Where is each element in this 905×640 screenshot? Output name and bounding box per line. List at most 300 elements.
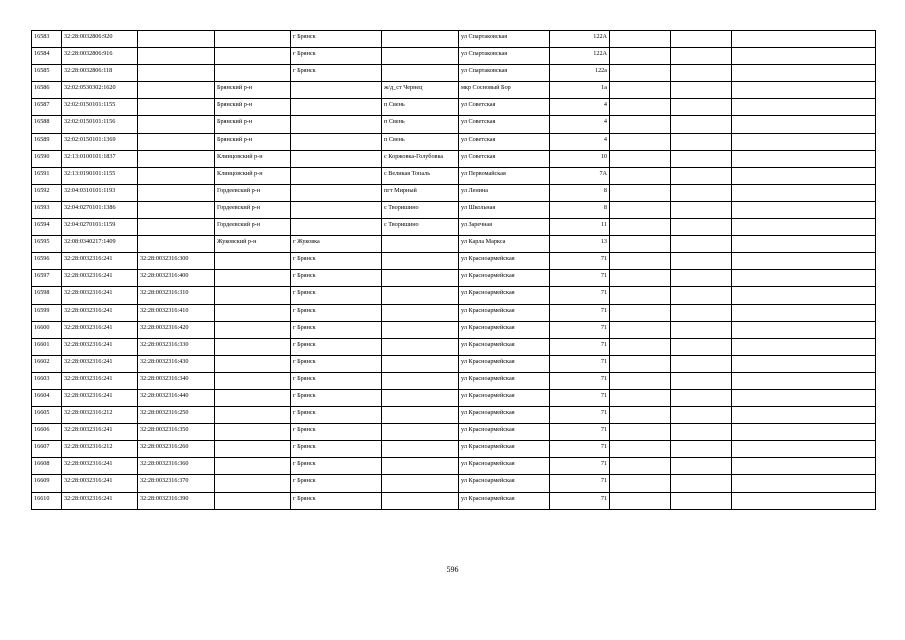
cell-related-cadastral-number (138, 201, 215, 218)
cell-extra-2 (671, 338, 732, 355)
cell-house-number: 8 (550, 201, 610, 218)
cell-extra-1 (610, 321, 671, 338)
cell-street: ул Красноармейская (459, 304, 550, 321)
cell-street: ул Карла Маркса (459, 236, 550, 253)
cell-street: ул Красноармейская (459, 253, 550, 270)
table-row (32, 355, 876, 372)
cell-extra-3 (732, 167, 876, 184)
cell-house-number: 71 (550, 372, 610, 389)
cell-extra-3 (732, 321, 876, 338)
cell-row-index: 16609 (32, 475, 62, 492)
cell-district: Брянский р-н (215, 82, 291, 99)
cell-related-cadastral-number (138, 133, 215, 150)
cell-city (291, 219, 382, 236)
cell-extra-2 (671, 236, 732, 253)
cell-cadastral-number: 32:28:0032806:920 (62, 31, 138, 48)
cell-extra-2 (671, 355, 732, 372)
table-row (32, 253, 876, 270)
cell-extra-2 (671, 304, 732, 321)
cell-extra-1 (610, 253, 671, 270)
cell-city: г Брянск (291, 321, 382, 338)
table-row (32, 492, 876, 509)
cell-district (215, 372, 291, 389)
cell-settlement (382, 321, 459, 338)
cell-city: г Брянск (291, 407, 382, 424)
cell-row-index: 16603 (32, 372, 62, 389)
cell-extra-1 (610, 441, 671, 458)
cell-cadastral-number: 32:28:0032316:241 (62, 492, 138, 509)
cell-row-index: 16597 (32, 270, 62, 287)
cell-row-index: 16587 (32, 99, 62, 116)
cell-street: ул Красноармейская (459, 458, 550, 475)
table-row (32, 116, 876, 133)
cell-extra-3 (732, 150, 876, 167)
cell-settlement (382, 48, 459, 65)
cell-related-cadastral-number (138, 116, 215, 133)
cell-city (291, 167, 382, 184)
cell-extra-2 (671, 475, 732, 492)
cell-settlement (382, 31, 459, 48)
cell-district: Брянский р-н (215, 99, 291, 116)
table-row (32, 304, 876, 321)
cell-settlement: с Коржовка-Голубовка (382, 150, 459, 167)
cell-cadastral-number: 32:08:0340217:1409 (62, 236, 138, 253)
cell-cadastral-number: 32:28:0032316:241 (62, 424, 138, 441)
cell-street: ул Школьная (459, 201, 550, 218)
cell-row-index: 16590 (32, 150, 62, 167)
cell-city (291, 99, 382, 116)
cell-extra-1 (610, 304, 671, 321)
cell-district (215, 458, 291, 475)
table-row (32, 201, 876, 218)
table-row (32, 184, 876, 201)
cell-extra-3 (732, 201, 876, 218)
cell-related-cadastral-number: 32:28:0032316:300 (138, 253, 215, 270)
cell-extra-3 (732, 116, 876, 133)
cell-settlement (382, 424, 459, 441)
cell-house-number: 8 (550, 184, 610, 201)
cell-cadastral-number: 32:28:0032316:241 (62, 338, 138, 355)
cell-settlement (382, 441, 459, 458)
table-row (32, 133, 876, 150)
cell-extra-3 (732, 31, 876, 48)
cell-row-index: 16601 (32, 338, 62, 355)
cell-extra-3 (732, 82, 876, 99)
cell-extra-1 (610, 389, 671, 406)
cell-district: Гордеевский р-н (215, 219, 291, 236)
cell-extra-3 (732, 184, 876, 201)
cell-settlement (382, 492, 459, 509)
cell-extra-3 (732, 270, 876, 287)
cell-extra-2 (671, 441, 732, 458)
cell-row-index: 16607 (32, 441, 62, 458)
cell-house-number: 71 (550, 492, 610, 509)
cell-related-cadastral-number: 32:28:0032316:440 (138, 389, 215, 406)
cell-related-cadastral-number: 32:28:0032316:250 (138, 407, 215, 424)
cell-city: г Брянск (291, 441, 382, 458)
cell-district (215, 492, 291, 509)
cell-extra-2 (671, 424, 732, 441)
cell-cadastral-number: 32:04:0270101:1159 (62, 219, 138, 236)
table-row (32, 48, 876, 65)
cell-settlement (382, 65, 459, 82)
cell-district (215, 270, 291, 287)
cell-extra-2 (671, 287, 732, 304)
cell-district (215, 441, 291, 458)
cell-extra-3 (732, 253, 876, 270)
cell-house-number: 122а (550, 65, 610, 82)
cell-house-number: 71 (550, 355, 610, 372)
cell-city (291, 82, 382, 99)
cell-city: г Брянск (291, 389, 382, 406)
cell-row-index: 16589 (32, 133, 62, 150)
cell-street: ул Красноармейская (459, 441, 550, 458)
cell-street: ул Красноармейская (459, 270, 550, 287)
cell-extra-2 (671, 184, 732, 201)
cell-extra-2 (671, 133, 732, 150)
cell-row-index: 16594 (32, 219, 62, 236)
cell-row-index: 16586 (32, 82, 62, 99)
cell-street: ул Красноармейская (459, 355, 550, 372)
cell-settlement: п Свень (382, 99, 459, 116)
cell-extra-1 (610, 475, 671, 492)
cell-extra-1 (610, 355, 671, 372)
cell-house-number: 71 (550, 253, 610, 270)
cell-settlement (382, 253, 459, 270)
table-row (32, 321, 876, 338)
cell-extra-1 (610, 31, 671, 48)
cell-settlement (382, 304, 459, 321)
cell-extra-2 (671, 82, 732, 99)
cell-related-cadastral-number (138, 167, 215, 184)
table-row (32, 287, 876, 304)
cell-cadastral-number: 32:28:0032316:212 (62, 407, 138, 424)
cell-street: ул Первомайская (459, 167, 550, 184)
cell-extra-3 (732, 65, 876, 82)
cell-related-cadastral-number: 32:28:0032316:360 (138, 458, 215, 475)
table-row (32, 82, 876, 99)
cell-related-cadastral-number: 32:28:0032316:390 (138, 492, 215, 509)
cell-house-number: 71 (550, 389, 610, 406)
registry-table (31, 30, 876, 510)
cell-house-number: 71 (550, 407, 610, 424)
cell-cadastral-number: 32:28:0032806:916 (62, 48, 138, 65)
cell-extra-1 (610, 201, 671, 218)
cell-cadastral-number: 32:02:0530302:1620 (62, 82, 138, 99)
cell-district: Брянский р-н (215, 133, 291, 150)
cell-extra-3 (732, 48, 876, 65)
cell-street: ул Красноармейская (459, 407, 550, 424)
table-row (32, 389, 876, 406)
cell-related-cadastral-number (138, 219, 215, 236)
cell-city: г Брянск (291, 304, 382, 321)
cell-house-number: 1а (550, 82, 610, 99)
cell-district (215, 65, 291, 82)
cell-related-cadastral-number: 32:28:0032316:310 (138, 287, 215, 304)
cell-settlement (382, 458, 459, 475)
cell-street: ул Советская (459, 133, 550, 150)
table-body (32, 31, 876, 510)
cell-related-cadastral-number (138, 82, 215, 99)
cell-house-number: 71 (550, 304, 610, 321)
cell-street: ул Красноармейская (459, 424, 550, 441)
cell-house-number: 71 (550, 270, 610, 287)
cell-extra-2 (671, 65, 732, 82)
cell-extra-1 (610, 48, 671, 65)
cell-district (215, 321, 291, 338)
cell-house-number: 13 (550, 236, 610, 253)
cell-extra-2 (671, 219, 732, 236)
cell-related-cadastral-number: 32:28:0032316:430 (138, 355, 215, 372)
cell-city: г Брянск (291, 355, 382, 372)
cell-extra-1 (610, 407, 671, 424)
cell-city (291, 133, 382, 150)
cell-city (291, 116, 382, 133)
cell-district (215, 475, 291, 492)
cell-related-cadastral-number: 32:28:0032316:370 (138, 475, 215, 492)
cell-district: Клинцовский р-н (215, 167, 291, 184)
cell-extra-2 (671, 150, 732, 167)
cell-district (215, 287, 291, 304)
cell-related-cadastral-number: 32:28:0032316:420 (138, 321, 215, 338)
cell-settlement (382, 389, 459, 406)
cell-settlement: с Великая Топаль (382, 167, 459, 184)
cell-house-number: 4 (550, 116, 610, 133)
cell-extra-3 (732, 458, 876, 475)
cell-extra-1 (610, 116, 671, 133)
cell-district (215, 338, 291, 355)
cell-settlement: ж/д_ст Чернец (382, 82, 459, 99)
cell-extra-3 (732, 99, 876, 116)
cell-settlement: с Творишино (382, 201, 459, 218)
cell-street: ул Красноармейская (459, 338, 550, 355)
cell-related-cadastral-number: 32:28:0032316:260 (138, 441, 215, 458)
cell-extra-1 (610, 270, 671, 287)
cell-cadastral-number: 32:28:0032316:241 (62, 287, 138, 304)
cell-related-cadastral-number: 32:28:0032316:350 (138, 424, 215, 441)
cell-row-index: 16583 (32, 31, 62, 48)
cell-cadastral-number: 32:04:0310101:1193 (62, 184, 138, 201)
cell-house-number: 71 (550, 338, 610, 355)
cell-district (215, 48, 291, 65)
cell-row-index: 16592 (32, 184, 62, 201)
cell-extra-1 (610, 372, 671, 389)
cell-extra-3 (732, 236, 876, 253)
cell-house-number: 71 (550, 287, 610, 304)
cell-street: ул Ленина (459, 184, 550, 201)
cell-cadastral-number: 32:28:0032316:241 (62, 372, 138, 389)
cell-extra-2 (671, 372, 732, 389)
cell-extra-3 (732, 355, 876, 372)
cell-extra-1 (610, 65, 671, 82)
cell-extra-1 (610, 492, 671, 509)
cell-city: г Брянск (291, 372, 382, 389)
cell-cadastral-number: 32:02:0150101:1156 (62, 116, 138, 133)
cell-extra-2 (671, 31, 732, 48)
cell-row-index: 16598 (32, 287, 62, 304)
cell-row-index: 16606 (32, 424, 62, 441)
cell-cadastral-number: 32:04:0270101:1386 (62, 201, 138, 218)
cell-related-cadastral-number: 32:28:0032316:410 (138, 304, 215, 321)
cell-row-index: 16593 (32, 201, 62, 218)
cell-district (215, 253, 291, 270)
cell-settlement (382, 338, 459, 355)
table-row (32, 219, 876, 236)
cell-extra-1 (610, 82, 671, 99)
cell-related-cadastral-number (138, 99, 215, 116)
cell-extra-3 (732, 219, 876, 236)
cell-street: ул Красноармейская (459, 389, 550, 406)
cell-settlement (382, 372, 459, 389)
cell-street: ул Спартаковская (459, 31, 550, 48)
cell-district: Клинцовский р-н (215, 150, 291, 167)
cell-district: Жуковский р-н (215, 236, 291, 253)
cell-settlement (382, 270, 459, 287)
cell-city: г Брянск (291, 475, 382, 492)
cell-extra-3 (732, 304, 876, 321)
cell-extra-1 (610, 424, 671, 441)
cell-row-index: 16605 (32, 407, 62, 424)
cell-extra-2 (671, 253, 732, 270)
cell-city: г Брянск (291, 65, 382, 82)
cell-row-index: 16595 (32, 236, 62, 253)
cell-related-cadastral-number (138, 184, 215, 201)
cell-cadastral-number: 32:28:0032806:118 (62, 65, 138, 82)
cell-extra-1 (610, 458, 671, 475)
cell-cadastral-number: 32:28:0032316:241 (62, 270, 138, 287)
cell-district (215, 304, 291, 321)
cell-street: ул Красноармейская (459, 492, 550, 509)
cell-house-number: 4 (550, 133, 610, 150)
cell-extra-1 (610, 99, 671, 116)
cell-extra-1 (610, 150, 671, 167)
cell-street: ул Советская (459, 99, 550, 116)
cell-city: г Брянск (291, 287, 382, 304)
cell-extra-2 (671, 321, 732, 338)
cell-extra-3 (732, 441, 876, 458)
cell-extra-3 (732, 492, 876, 509)
cell-cadastral-number: 32:28:0032316:241 (62, 458, 138, 475)
cell-extra-3 (732, 372, 876, 389)
cell-street: ул Красноармейская (459, 321, 550, 338)
cell-related-cadastral-number (138, 65, 215, 82)
cell-house-number: 71 (550, 458, 610, 475)
table-row (32, 236, 876, 253)
cell-settlement: пгт Мирный (382, 184, 459, 201)
cell-related-cadastral-number: 32:28:0032316:330 (138, 338, 215, 355)
cell-district: Гордеевский р-н (215, 201, 291, 218)
cell-row-index: 16596 (32, 253, 62, 270)
cell-row-index: 16585 (32, 65, 62, 82)
cell-cadastral-number: 32:13:0190101:1155 (62, 167, 138, 184)
cell-extra-2 (671, 116, 732, 133)
cell-extra-2 (671, 270, 732, 287)
cell-related-cadastral-number (138, 150, 215, 167)
table-row (32, 99, 876, 116)
table-row (32, 407, 876, 424)
cell-row-index: 16604 (32, 389, 62, 406)
cell-street: ул Советская (459, 150, 550, 167)
cell-city: г Брянск (291, 31, 382, 48)
table-row (32, 65, 876, 82)
cell-street: ул Заречная (459, 219, 550, 236)
cell-street: ул Красноармейская (459, 372, 550, 389)
cell-extra-1 (610, 287, 671, 304)
cell-cadastral-number: 32:28:0032316:212 (62, 441, 138, 458)
cell-city (291, 184, 382, 201)
table-row (32, 441, 876, 458)
table-row (32, 458, 876, 475)
cell-city: г Брянск (291, 338, 382, 355)
cell-related-cadastral-number (138, 236, 215, 253)
table-row (32, 338, 876, 355)
cell-house-number: 71 (550, 475, 610, 492)
cell-row-index: 16602 (32, 355, 62, 372)
cell-house-number: 122А (550, 48, 610, 65)
cell-city: г Жуковка (291, 236, 382, 253)
cell-related-cadastral-number: 32:28:0032316:400 (138, 270, 215, 287)
cell-settlement: с Творишино (382, 219, 459, 236)
cell-row-index: 16608 (32, 458, 62, 475)
cell-cadastral-number: 32:28:0032316:241 (62, 389, 138, 406)
table-row (32, 424, 876, 441)
cell-settlement: п Свень (382, 116, 459, 133)
cell-row-index: 16599 (32, 304, 62, 321)
cell-district (215, 424, 291, 441)
cell-extra-2 (671, 201, 732, 218)
cell-extra-2 (671, 99, 732, 116)
cell-row-index: 16588 (32, 116, 62, 133)
cell-city: г Брянск (291, 48, 382, 65)
cell-house-number: 10 (550, 150, 610, 167)
cell-house-number: 122А (550, 31, 610, 48)
cell-related-cadastral-number: 32:28:0032316:340 (138, 372, 215, 389)
cell-related-cadastral-number (138, 48, 215, 65)
cell-settlement (382, 287, 459, 304)
cell-extra-2 (671, 492, 732, 509)
cell-extra-1 (610, 133, 671, 150)
cell-street: ул Красноармейская (459, 287, 550, 304)
cell-extra-1 (610, 219, 671, 236)
cell-cadastral-number: 32:28:0032316:241 (62, 355, 138, 372)
cell-cadastral-number: 32:28:0032316:241 (62, 321, 138, 338)
cell-row-index: 16584 (32, 48, 62, 65)
cell-row-index: 16610 (32, 492, 62, 509)
cell-row-index: 16591 (32, 167, 62, 184)
cell-extra-3 (732, 133, 876, 150)
cell-city: г Брянск (291, 458, 382, 475)
cell-city: г Брянск (291, 270, 382, 287)
cell-extra-2 (671, 407, 732, 424)
cell-district (215, 407, 291, 424)
cell-related-cadastral-number (138, 31, 215, 48)
table-row (32, 31, 876, 48)
cell-cadastral-number: 32:02:0150101:1155 (62, 99, 138, 116)
table-row (32, 270, 876, 287)
table-row (32, 167, 876, 184)
page-number: 596 (446, 565, 459, 574)
cell-house-number: 71 (550, 424, 610, 441)
cell-district: Гордеевский р-н (215, 184, 291, 201)
cell-extra-2 (671, 458, 732, 475)
cell-city (291, 150, 382, 167)
cell-extra-3 (732, 389, 876, 406)
cell-extra-3 (732, 338, 876, 355)
cell-extra-1 (610, 236, 671, 253)
cell-house-number: 71 (550, 441, 610, 458)
cell-district (215, 389, 291, 406)
cell-settlement (382, 475, 459, 492)
